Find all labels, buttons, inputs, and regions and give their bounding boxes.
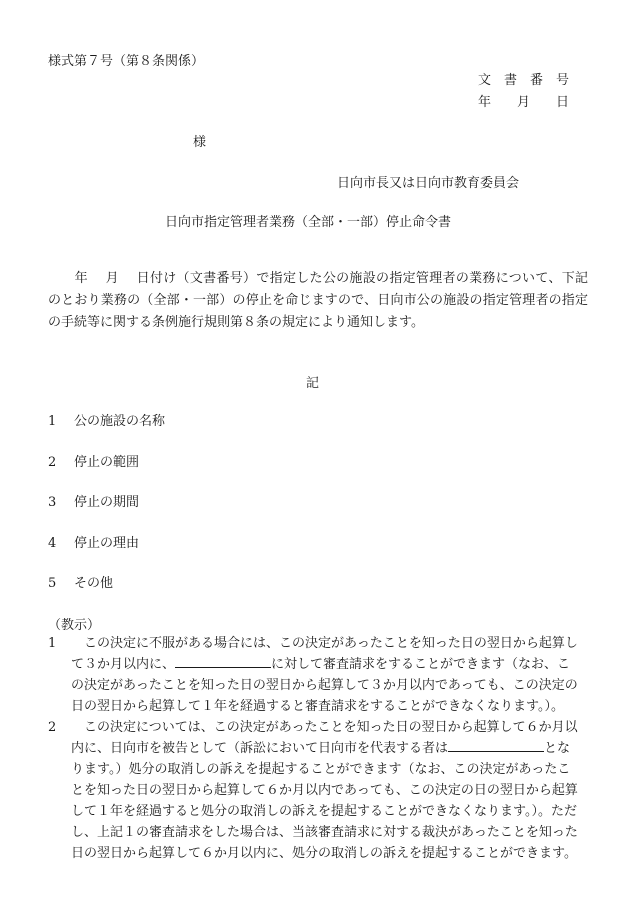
- list-item: [48, 412, 165, 432]
- item-number: 1: [48, 414, 57, 429]
- ki-heading: 記: [306, 376, 320, 391]
- list-item: [48, 534, 139, 554]
- blank-line: [175, 654, 271, 668]
- list-item: [48, 574, 113, 594]
- notice-number: 2: [48, 720, 57, 735]
- issuer: 日向市長又は日向市教育委員会: [337, 176, 520, 191]
- notice-list: [48, 633, 583, 864]
- item-number: 4: [48, 536, 57, 551]
- blank-line: [448, 738, 544, 752]
- item-number: 5: [48, 576, 57, 591]
- notice-heading: （教示）: [48, 618, 101, 633]
- item-label: 停止の範囲: [74, 455, 140, 470]
- form-label: 様式第７号（第８条関係）: [48, 54, 205, 69]
- notice-text-after: となります。）処分の取消しの訴えを提起することができます（なお、この決定があったことを知った日の翌日から起算して６か月以内であっても、この決定の日の翌日から起算して１年を経過すると処分の取消しの訴えを提起することができなくなります。）。ただし、上記１の審査請求をした場合は、当該審査請求に対する裁決があったことを知った日の翌日から起算して６か月以内に、処分の取消しの訴えを提起することができます。: [71, 741, 578, 861]
- item-label: 停止の期間: [74, 495, 140, 510]
- notice-text-after: に対して審査請求をすることができます（なお、この決定があったことを知った日の翌日から起算して３か月以内であっても、この決定の日の翌日から起算して１年を経過すると審査請求をすることができなくなります。）。: [71, 657, 578, 714]
- notice-number: 1: [48, 636, 57, 651]
- document-title: 日向市指定管理者業務（全部・一部）停止命令書: [165, 215, 452, 230]
- item-label: 公の施設の名称: [74, 414, 166, 429]
- document-number: 文 書 番 号: [478, 73, 570, 88]
- notice-item-2: [48, 717, 583, 864]
- list-item: [48, 493, 139, 513]
- addressee-suffix: 様: [193, 135, 207, 150]
- item-label: その他: [74, 576, 114, 591]
- body-paragraph: 年 月 日付け（文書番号）で指定した公の施設の指定管理者の業務について、下記のとおり業務の（全部・一部）の停止を命じますので、日向市公の施設の指定管理者の指定の手続等に関する条例施行規則第８条の規定により通知します。: [48, 271, 588, 330]
- list-item: [48, 453, 139, 473]
- item-label: 停止の理由: [74, 536, 140, 551]
- notice-item-1: [48, 633, 583, 717]
- item-number: 3: [48, 495, 57, 510]
- document-date: 年 月 日: [478, 95, 570, 110]
- item-number: 2: [48, 455, 57, 470]
- notice-text-before: この決定に不服がある場合には、この決定があったことを知った日の翌日から起算して３か月以内に、: [71, 636, 578, 672]
- notice-text-before: この決定については、この決定があったことを知った日の翌日から起算して６か月以内に、日向市を被告として（訴訟において日向市を代表する者は: [71, 720, 578, 756]
